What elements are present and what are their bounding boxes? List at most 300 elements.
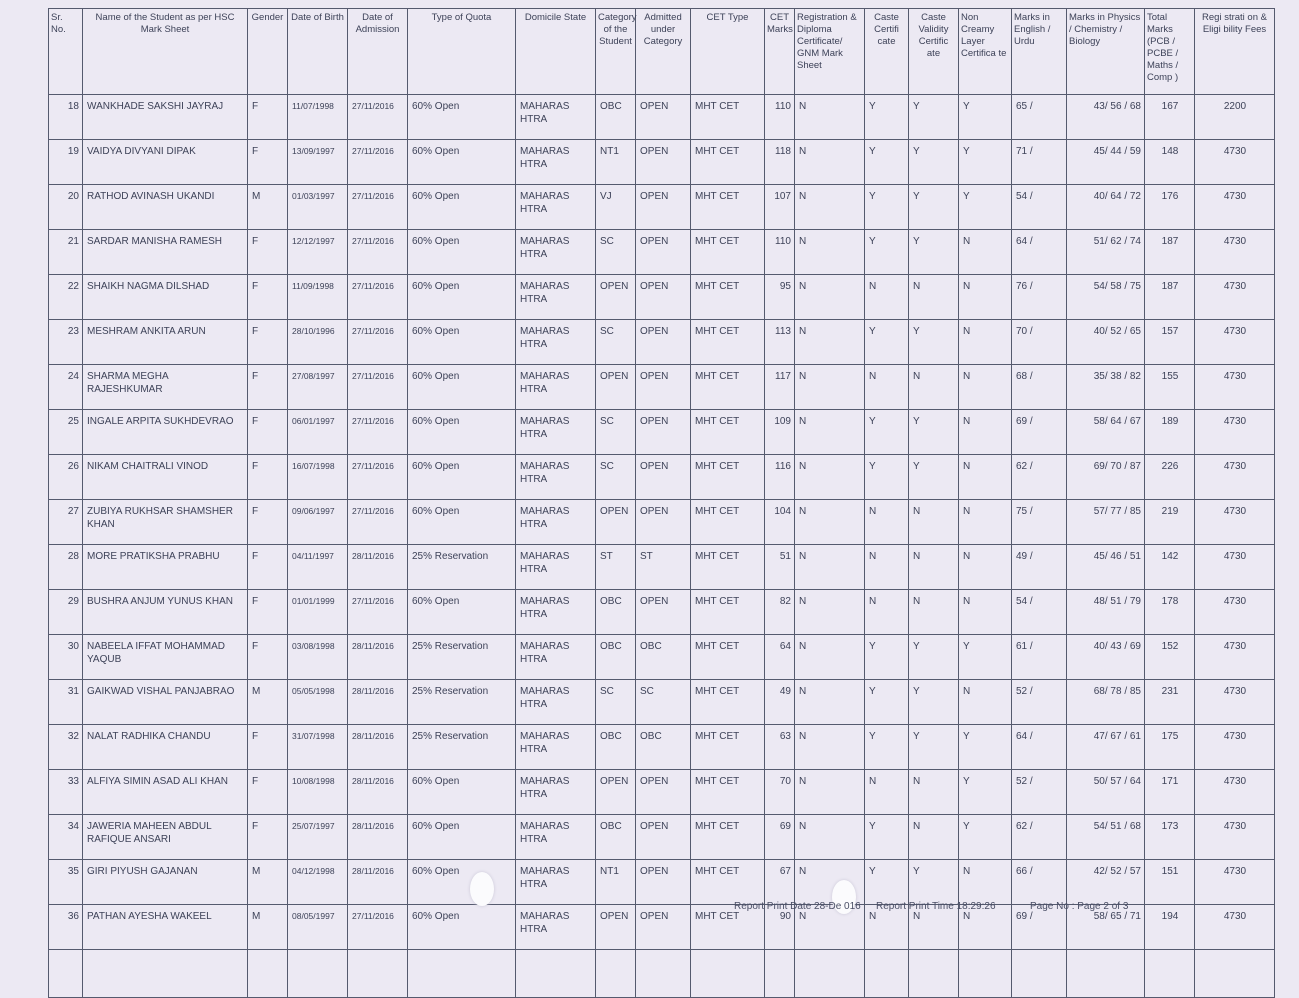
cell-cet-type: MHT CET xyxy=(691,320,765,365)
cell-fees: 4730 xyxy=(1195,275,1275,320)
cell-student-category: OBC xyxy=(596,815,636,860)
cell-student-category: SC xyxy=(596,455,636,500)
cell-total-marks: 157 xyxy=(1145,320,1195,365)
cell-total-marks: 155 xyxy=(1145,365,1195,410)
cell-admitted-category: OBC xyxy=(636,635,691,680)
cell-quota-type: 60% Open xyxy=(408,365,516,410)
cell-registration-certificate: N xyxy=(795,590,865,635)
cell-cet-type: MHT CET xyxy=(691,95,765,140)
cell-quota-type: 60% Open xyxy=(408,905,516,950)
cell-caste-validity: Y xyxy=(909,860,959,905)
print-time: Report Print Time 18:29:26 xyxy=(876,901,996,912)
cell-cet-marks: 107 xyxy=(765,185,795,230)
header-total-marks: Total Marks (PCB / PCBE / Maths / Comp ) xyxy=(1145,9,1195,95)
cell-domicile-state: MAHARAS HTRA xyxy=(516,815,596,860)
cell-pcb-marks: 47/ 67 / 61 xyxy=(1067,725,1145,770)
header-cet-type: CET Type xyxy=(691,9,765,95)
cell-domicile-state: MAHARAS HTRA xyxy=(516,500,596,545)
cell-quota-type: 60% Open xyxy=(408,860,516,905)
cell-quota-type: 60% Open xyxy=(408,275,516,320)
cell-gender: F xyxy=(248,815,288,860)
cell-date-of-birth: 03/08/1998 xyxy=(288,635,348,680)
cell-registration-certificate: N xyxy=(795,410,865,455)
cell-caste-certificate: Y xyxy=(865,410,909,455)
empty-cell xyxy=(865,950,909,998)
header-date-of-birth: Date of Birth xyxy=(288,9,348,95)
cell-date-of-admission: 27/11/2016 xyxy=(348,365,408,410)
empty-cell xyxy=(795,950,865,998)
cell-cet-type: MHT CET xyxy=(691,410,765,455)
cell-english-marks: 66 / xyxy=(1012,860,1067,905)
cell-english-marks: 49 / xyxy=(1012,545,1067,590)
cell-quota-type: 25% Reservation xyxy=(408,635,516,680)
cell-english-marks: 54 / xyxy=(1012,590,1067,635)
cell-quota-type: 60% Open xyxy=(408,410,516,455)
empty-cell xyxy=(49,950,83,998)
empty-cell xyxy=(691,950,765,998)
header-student-name: Name of the Student as per HSC Mark Sheet xyxy=(83,9,248,95)
header-admitted-category: Admitted under Category xyxy=(636,9,691,95)
cell-student-category: SC xyxy=(596,410,636,455)
cell-domicile-state: MAHARAS HTRA xyxy=(516,140,596,185)
cell-sr-no: 25 xyxy=(49,410,83,455)
cell-date-of-admission: 27/11/2016 xyxy=(348,905,408,950)
cell-caste-validity: N xyxy=(909,545,959,590)
header-non-creamy-layer: Non Creamy Layer Certifica te xyxy=(959,9,1012,95)
empty-cell xyxy=(959,950,1012,998)
admission-register xyxy=(48,8,1274,998)
cell-caste-certificate: N xyxy=(865,365,909,410)
cell-caste-certificate: Y xyxy=(865,860,909,905)
empty-cell xyxy=(1145,950,1195,998)
cell-english-marks: 52 / xyxy=(1012,680,1067,725)
cell-registration-certificate: N xyxy=(795,95,865,140)
cell-non-creamy-layer: Y xyxy=(959,770,1012,815)
cell-gender: F xyxy=(248,140,288,185)
cell-pcb-marks: 69/ 70 / 87 xyxy=(1067,455,1145,500)
cell-non-creamy-layer: N xyxy=(959,320,1012,365)
cell-cet-marks: 49 xyxy=(765,680,795,725)
cell-caste-certificate: Y xyxy=(865,140,909,185)
cell-cet-type: MHT CET xyxy=(691,905,765,950)
cell-total-marks: 189 xyxy=(1145,410,1195,455)
cell-cet-marks: 67 xyxy=(765,860,795,905)
cell-cet-marks: 110 xyxy=(765,230,795,275)
table-row xyxy=(49,635,1275,680)
cell-total-marks: 152 xyxy=(1145,635,1195,680)
cell-date-of-birth: 25/07/1997 xyxy=(288,815,348,860)
cell-total-marks: 178 xyxy=(1145,590,1195,635)
table-row xyxy=(49,275,1275,320)
cell-cet-type: MHT CET xyxy=(691,545,765,590)
cell-english-marks: 68 / xyxy=(1012,365,1067,410)
cell-date-of-birth: 06/01/1997 xyxy=(288,410,348,455)
cell-quota-type: 60% Open xyxy=(408,590,516,635)
cell-date-of-admission: 27/11/2016 xyxy=(348,500,408,545)
cell-student-name: VAIDYA DIVYANI DIPAK xyxy=(83,140,248,185)
table-row xyxy=(49,815,1275,860)
header-registration-certificate: Registration & Diploma Certificate/ GNM Mark Sheet xyxy=(795,9,865,95)
cell-pcb-marks: 54/ 58 / 75 xyxy=(1067,275,1145,320)
empty-cell xyxy=(1012,950,1067,998)
cell-date-of-admission: 27/11/2016 xyxy=(348,320,408,365)
table-row xyxy=(49,455,1275,500)
cell-student-name: WANKHADE SAKSHI JAYRAJ xyxy=(83,95,248,140)
cell-fees: 4730 xyxy=(1195,185,1275,230)
cell-caste-validity: Y xyxy=(909,635,959,680)
cell-fees: 4730 xyxy=(1195,725,1275,770)
cell-date-of-admission: 28/11/2016 xyxy=(348,860,408,905)
empty-cell xyxy=(83,950,248,998)
header-student-category: Category of the Student xyxy=(596,9,636,95)
cell-registration-certificate: N xyxy=(795,455,865,500)
cell-english-marks: 64 / xyxy=(1012,230,1067,275)
cell-total-marks: 226 xyxy=(1145,455,1195,500)
cell-pcb-marks: 68/ 78 / 85 xyxy=(1067,680,1145,725)
cell-non-creamy-layer: N xyxy=(959,455,1012,500)
cell-sr-no: 30 xyxy=(49,635,83,680)
cell-caste-certificate: Y xyxy=(865,95,909,140)
cell-pcb-marks: 54/ 51 / 68 xyxy=(1067,815,1145,860)
cell-pcb-marks: 58/ 65 / 71 xyxy=(1067,905,1145,950)
cell-date-of-admission: 28/11/2016 xyxy=(348,815,408,860)
table-row xyxy=(49,365,1275,410)
cell-non-creamy-layer: Y xyxy=(959,185,1012,230)
table-row xyxy=(49,545,1275,590)
cell-sr-no: 26 xyxy=(49,455,83,500)
cell-cet-marks: 110 xyxy=(765,95,795,140)
cell-gender: F xyxy=(248,770,288,815)
cell-non-creamy-layer: N xyxy=(959,275,1012,320)
cell-date-of-birth: 12/12/1997 xyxy=(288,230,348,275)
cell-date-of-birth: 09/06/1997 xyxy=(288,500,348,545)
empty-cell xyxy=(288,950,348,998)
cell-fees: 4730 xyxy=(1195,680,1275,725)
cell-domicile-state: MAHARAS HTRA xyxy=(516,410,596,455)
cell-student-name: SHARMA MEGHA RAJESHKUMAR xyxy=(83,365,248,410)
cell-quota-type: 25% Reservation xyxy=(408,545,516,590)
cell-non-creamy-layer: N xyxy=(959,500,1012,545)
cell-date-of-admission: 27/11/2016 xyxy=(348,230,408,275)
report-footer xyxy=(0,897,1299,913)
cell-fees: 4730 xyxy=(1195,365,1275,410)
header-cet-marks: CET Marks xyxy=(765,9,795,95)
cell-english-marks: 62 / xyxy=(1012,455,1067,500)
cell-english-marks: 52 / xyxy=(1012,770,1067,815)
cell-admitted-category: OPEN xyxy=(636,410,691,455)
cell-student-name: ZUBIYA RUKHSAR SHAMSHER KHAN xyxy=(83,500,248,545)
cell-admitted-category: OPEN xyxy=(636,140,691,185)
header-sr-no: Sr. No. xyxy=(49,9,83,95)
cell-total-marks: 194 xyxy=(1145,905,1195,950)
cell-date-of-birth: 16/07/1998 xyxy=(288,455,348,500)
cell-non-creamy-layer: N xyxy=(959,410,1012,455)
table-row xyxy=(49,140,1275,185)
cell-pcb-marks: 48/ 51 / 79 xyxy=(1067,590,1145,635)
cell-cet-marks: 113 xyxy=(765,320,795,365)
cell-registration-certificate: N xyxy=(795,320,865,365)
cell-pcb-marks: 43/ 56 / 68 xyxy=(1067,95,1145,140)
cell-student-category: SC xyxy=(596,680,636,725)
cell-english-marks: 64 / xyxy=(1012,725,1067,770)
cell-quota-type: 60% Open xyxy=(408,140,516,185)
cell-fees: 4730 xyxy=(1195,410,1275,455)
empty-cell xyxy=(1195,950,1275,998)
cell-domicile-state: MAHARAS HTRA xyxy=(516,860,596,905)
cell-date-of-admission: 28/11/2016 xyxy=(348,770,408,815)
empty-cell xyxy=(909,950,959,998)
cell-registration-certificate: N xyxy=(795,140,865,185)
cell-quota-type: 60% Open xyxy=(408,185,516,230)
cell-sr-no: 22 xyxy=(49,275,83,320)
cell-caste-certificate: N xyxy=(865,500,909,545)
cell-student-category: NT1 xyxy=(596,860,636,905)
cell-cet-marks: 109 xyxy=(765,410,795,455)
cell-date-of-birth: 05/05/1998 xyxy=(288,680,348,725)
cell-domicile-state: MAHARAS HTRA xyxy=(516,455,596,500)
cell-student-category: OBC xyxy=(596,590,636,635)
cell-non-creamy-layer: N xyxy=(959,590,1012,635)
cell-domicile-state: MAHARAS HTRA xyxy=(516,590,596,635)
cell-non-creamy-layer: Y xyxy=(959,95,1012,140)
cell-gender: M xyxy=(248,905,288,950)
cell-date-of-birth: 28/10/1996 xyxy=(288,320,348,365)
cell-gender: F xyxy=(248,500,288,545)
cell-english-marks: 62 / xyxy=(1012,815,1067,860)
cell-sr-no: 35 xyxy=(49,860,83,905)
cell-student-category: OBC xyxy=(596,725,636,770)
cell-admitted-category: OPEN xyxy=(636,815,691,860)
header-pcb-marks: Marks in Physics / Chemistry / Biology xyxy=(1067,9,1145,95)
cell-non-creamy-layer: N xyxy=(959,230,1012,275)
cell-quota-type: 60% Open xyxy=(408,320,516,365)
cell-pcb-marks: 45/ 46 / 51 xyxy=(1067,545,1145,590)
cell-student-name: NIKAM CHAITRALI VINOD xyxy=(83,455,248,500)
cell-date-of-birth: 01/03/1997 xyxy=(288,185,348,230)
cell-total-marks: 231 xyxy=(1145,680,1195,725)
cell-domicile-state: MAHARAS HTRA xyxy=(516,320,596,365)
cell-domicile-state: MAHARAS HTRA xyxy=(516,545,596,590)
cell-student-category: ST xyxy=(596,545,636,590)
cell-sr-no: 31 xyxy=(49,680,83,725)
table-row xyxy=(49,590,1275,635)
cell-cet-marks: 95 xyxy=(765,275,795,320)
header-fees: Regi strati on & Eligi bility Fees xyxy=(1195,9,1275,95)
cell-fees: 4730 xyxy=(1195,635,1275,680)
cell-student-category: OBC xyxy=(596,95,636,140)
cell-student-name: SARDAR MANISHA RAMESH xyxy=(83,230,248,275)
cell-fees: 4730 xyxy=(1195,320,1275,365)
cell-date-of-birth: 08/05/1997 xyxy=(288,905,348,950)
student-table xyxy=(48,8,1275,998)
table-row xyxy=(49,410,1275,455)
cell-non-creamy-layer: N xyxy=(959,860,1012,905)
cell-cet-type: MHT CET xyxy=(691,860,765,905)
cell-cet-type: MHT CET xyxy=(691,635,765,680)
cell-date-of-admission: 28/11/2016 xyxy=(348,680,408,725)
header-gender: Gender xyxy=(248,9,288,95)
cell-caste-validity: N xyxy=(909,815,959,860)
cell-date-of-admission: 27/11/2016 xyxy=(348,410,408,455)
cell-sr-no: 23 xyxy=(49,320,83,365)
print-date: Report Print Date 28-De 016 xyxy=(734,901,861,912)
cell-english-marks: 75 / xyxy=(1012,500,1067,545)
cell-date-of-admission: 27/11/2016 xyxy=(348,95,408,140)
cell-caste-validity: Y xyxy=(909,455,959,500)
cell-domicile-state: MAHARAS HTRA xyxy=(516,635,596,680)
cell-caste-certificate: Y xyxy=(865,815,909,860)
cell-fees: 4730 xyxy=(1195,815,1275,860)
cell-caste-validity: Y xyxy=(909,95,959,140)
cell-total-marks: 173 xyxy=(1145,815,1195,860)
empty-cell xyxy=(248,950,288,998)
cell-registration-certificate: N xyxy=(795,545,865,590)
cell-admitted-category: OPEN xyxy=(636,320,691,365)
cell-non-creamy-layer: N xyxy=(959,545,1012,590)
cell-cet-type: MHT CET xyxy=(691,365,765,410)
cell-sr-no: 32 xyxy=(49,725,83,770)
cell-caste-certificate: Y xyxy=(865,680,909,725)
cell-cet-type: MHT CET xyxy=(691,770,765,815)
cell-date-of-admission: 28/11/2016 xyxy=(348,635,408,680)
cell-caste-validity: Y xyxy=(909,320,959,365)
cell-caste-certificate: Y xyxy=(865,320,909,365)
cell-admitted-category: OPEN xyxy=(636,500,691,545)
cell-total-marks: 187 xyxy=(1145,275,1195,320)
cell-date-of-admission: 27/11/2016 xyxy=(348,455,408,500)
cell-non-creamy-layer: Y xyxy=(959,140,1012,185)
table-row xyxy=(49,500,1275,545)
cell-sr-no: 36 xyxy=(49,905,83,950)
cell-caste-validity: Y xyxy=(909,680,959,725)
cell-date-of-birth: 10/08/1998 xyxy=(288,770,348,815)
cell-total-marks: 142 xyxy=(1145,545,1195,590)
cell-sr-no: 21 xyxy=(49,230,83,275)
header-domicile-state: Domicile State xyxy=(516,9,596,95)
cell-non-creamy-layer: N xyxy=(959,680,1012,725)
cell-domicile-state: MAHARAS HTRA xyxy=(516,230,596,275)
cell-domicile-state: MAHARAS HTRA xyxy=(516,95,596,140)
cell-gender: F xyxy=(248,410,288,455)
cell-caste-validity: N xyxy=(909,905,959,950)
cell-domicile-state: MAHARAS HTRA xyxy=(516,275,596,320)
cell-student-category: SC xyxy=(596,320,636,365)
cell-cet-marks: 64 xyxy=(765,635,795,680)
cell-registration-certificate: N xyxy=(795,905,865,950)
cell-student-name: RATHOD AVINASH UKANDI xyxy=(83,185,248,230)
cell-caste-validity: Y xyxy=(909,185,959,230)
cell-admitted-category: OPEN xyxy=(636,905,691,950)
cell-gender: F xyxy=(248,635,288,680)
cell-student-category: NT1 xyxy=(596,140,636,185)
cell-caste-validity: N xyxy=(909,770,959,815)
cell-fees: 4730 xyxy=(1195,590,1275,635)
table-row xyxy=(49,95,1275,140)
cell-student-name: GIRI PIYUSH GAJANAN xyxy=(83,860,248,905)
cell-domicile-state: MAHARAS HTRA xyxy=(516,905,596,950)
cell-caste-certificate: N xyxy=(865,590,909,635)
cell-sr-no: 29 xyxy=(49,590,83,635)
cell-cet-type: MHT CET xyxy=(691,230,765,275)
cell-caste-certificate: Y xyxy=(865,230,909,275)
cell-admitted-category: OPEN xyxy=(636,230,691,275)
cell-caste-certificate: Y xyxy=(865,185,909,230)
cell-date-of-admission: 28/11/2016 xyxy=(348,545,408,590)
cell-pcb-marks: 40/ 52 / 65 xyxy=(1067,320,1145,365)
empty-cell xyxy=(765,950,795,998)
cell-sr-no: 34 xyxy=(49,815,83,860)
cell-registration-certificate: N xyxy=(795,365,865,410)
cell-admitted-category: SC xyxy=(636,680,691,725)
empty-cell xyxy=(1067,950,1145,998)
cell-gender: M xyxy=(248,860,288,905)
cell-date-of-admission: 28/11/2016 xyxy=(348,725,408,770)
cell-student-category: OPEN xyxy=(596,500,636,545)
cell-admitted-category: OPEN xyxy=(636,365,691,410)
cell-registration-certificate: N xyxy=(795,815,865,860)
page-number: Page No : Page 2 of 3 xyxy=(1030,901,1129,912)
cell-date-of-birth: 13/09/1997 xyxy=(288,140,348,185)
empty-cell xyxy=(348,950,408,998)
cell-caste-certificate: Y xyxy=(865,455,909,500)
cell-student-name: ALFIYA SIMIN ASAD ALI KHAN xyxy=(83,770,248,815)
cell-caste-certificate: Y xyxy=(865,725,909,770)
cell-fees: 4730 xyxy=(1195,860,1275,905)
cell-fees: 4730 xyxy=(1195,455,1275,500)
cell-cet-type: MHT CET xyxy=(691,500,765,545)
cell-fees: 4730 xyxy=(1195,230,1275,275)
cell-admitted-category: OPEN xyxy=(636,590,691,635)
cell-student-name: PATHAN AYESHA WAKEEL xyxy=(83,905,248,950)
cell-fees: 4730 xyxy=(1195,140,1275,185)
cell-student-name: MESHRAM ANKITA ARUN xyxy=(83,320,248,365)
cell-date-of-birth: 31/07/1998 xyxy=(288,725,348,770)
cell-registration-certificate: N xyxy=(795,230,865,275)
cell-cet-marks: 63 xyxy=(765,725,795,770)
cell-cet-type: MHT CET xyxy=(691,275,765,320)
cell-quota-type: 60% Open xyxy=(408,815,516,860)
cell-registration-certificate: N xyxy=(795,635,865,680)
cell-non-creamy-layer: N xyxy=(959,365,1012,410)
empty-cell xyxy=(408,950,516,998)
cell-english-marks: 69 / xyxy=(1012,905,1067,950)
cell-student-category: OPEN xyxy=(596,770,636,815)
cell-admitted-category: OPEN xyxy=(636,95,691,140)
table-body xyxy=(49,95,1275,998)
cell-total-marks: 175 xyxy=(1145,725,1195,770)
cell-student-name: JAWERIA MAHEEN ABDUL RAFIQUE ANSARI xyxy=(83,815,248,860)
cell-english-marks: 70 / xyxy=(1012,320,1067,365)
cell-english-marks: 61 / xyxy=(1012,635,1067,680)
cell-cet-type: MHT CET xyxy=(691,815,765,860)
cell-caste-certificate: N xyxy=(865,770,909,815)
cell-caste-validity: Y xyxy=(909,725,959,770)
cell-caste-validity: Y xyxy=(909,410,959,455)
cell-date-of-admission: 27/11/2016 xyxy=(348,140,408,185)
cell-cet-marks: 69 xyxy=(765,815,795,860)
cell-caste-validity: Y xyxy=(909,140,959,185)
cell-domicile-state: MAHARAS HTRA xyxy=(516,680,596,725)
cell-gender: F xyxy=(248,230,288,275)
cell-date-of-birth: 04/11/1997 xyxy=(288,545,348,590)
cell-student-category: SC xyxy=(596,230,636,275)
cell-registration-certificate: N xyxy=(795,275,865,320)
cell-quota-type: 60% Open xyxy=(408,230,516,275)
empty-cell xyxy=(636,950,691,998)
cell-english-marks: 71 / xyxy=(1012,140,1067,185)
cell-cet-type: MHT CET xyxy=(691,590,765,635)
header-row xyxy=(49,9,1275,95)
